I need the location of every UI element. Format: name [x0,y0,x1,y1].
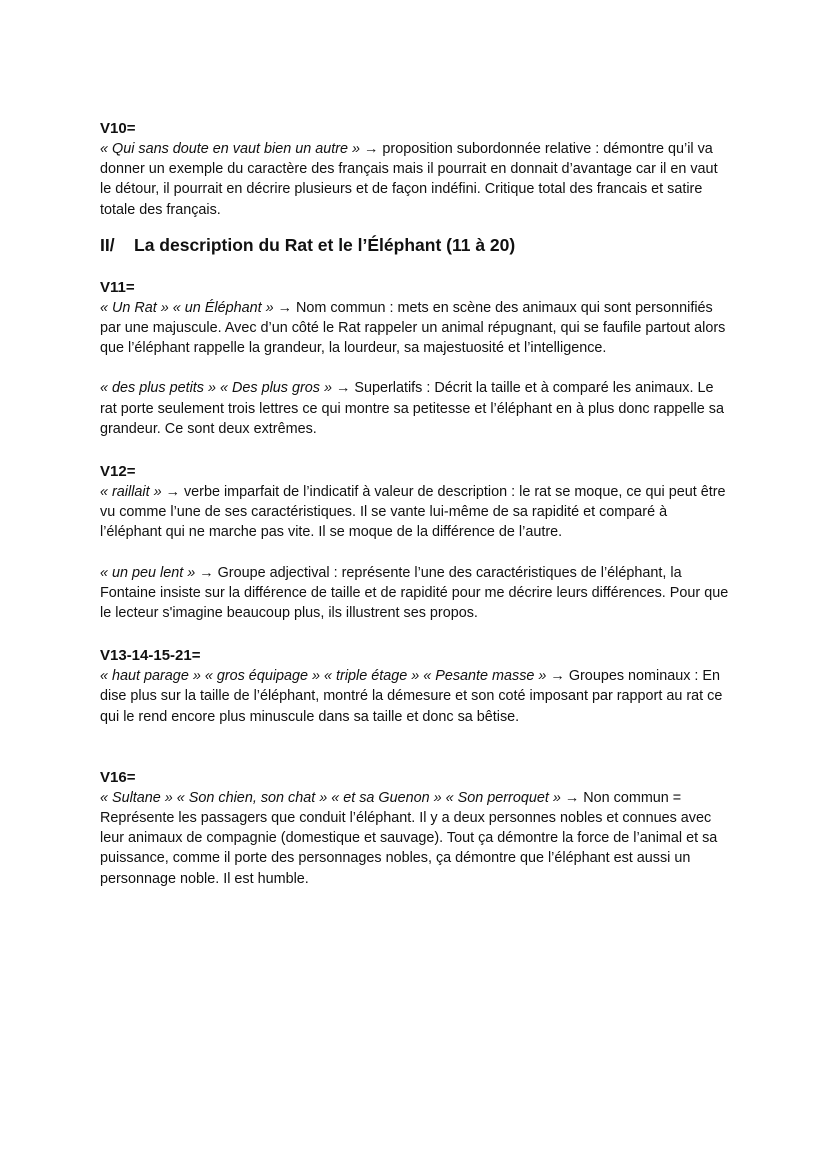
quote-v12-2: « un peu lent » [100,564,196,581]
paragraph-v11-2 [100,378,730,439]
analysis-v12-2: → Groupe adjectival : représente l’une des caractéristiques de l’éléphant, la Fontaine insiste sur la différence de taille et de rapidité pour me décrire leurs différences. Pour que le lecteur s'imagine beaucoup plus, ils illustrent ses propos. [100,564,729,622]
verse-heading-v12: V12= [100,463,136,481]
verse-heading-v13: V13-14-15-21= [100,647,201,665]
paragraph-v12-2 [100,563,730,624]
quote-v12-1: « raillait » [100,484,162,501]
analysis-v10: → proposition subordonnée relative : démontre qu’il va donner un exemple du caractère des français mais il pourrait en donnait d’avantage car il en vaut le détour, il pourrait en décrire plusieurs et de façon indéfini. Critique total des francais et satire totale des français. [100,141,718,218]
quote-v13: « haut parage » « gros équipage » « triple étage » « Pesante masse » [100,668,547,685]
verse-heading-v10: V10= [100,120,136,137]
quote-v11-1: « Un Rat » « un Éléphant » [100,299,274,316]
quote-v10: « Qui sans doute en vaut bien un autre » [100,141,361,157]
section-number: II/ [100,234,115,255]
paragraph-v12-1 [100,482,730,543]
verse-heading-v16: V16= [100,768,136,786]
section-title-text: La description du Rat et le l’Éléphant (11 à 20) [134,234,516,255]
paragraph-v10 [100,139,730,220]
analysis-v16: → Non commun = Représente les passagers que conduit l’éléphant. Il y a deux personnes nobles et connues avec leur animaux de compagnie (domestique et sauvage). Tout ça démontre la force de l’animal et sa puissance, comme il porte des personnages nobles, ça démontre que l’éléphant est aussi un personnage noble. Il est humble. [100,789,718,887]
analysis-v12-1: → verbe imparfait de l’indicatif à valeur de description : le rat se moque, ce qui peut être vu comme l’une de ses caractéristiques. Il se vante lui-même de sa rapidité et comparé à l’éléphant qui ne marche pas vite. Il se moque de la différence de l’autre. [100,484,726,541]
quote-v16: « Sultane » « Son chien, son chat » « et sa Guenon » « Son perroquet » [100,789,561,806]
paragraph-v13 [100,666,730,727]
analysis-v13: → Groupes nominaux : En dise plus sur la taille de l’éléphant, montré la démesure et son coté imposant par rapport au rat ce qui le rend encore plus minuscule dans sa taille et donc sa bêtise. [100,668,723,725]
section-title [100,233,730,257]
analysis-v11-1: → Nom commun : mets en scène des animaux qui sont personnifiés par une majuscule. Avec d’un côté le Rat rappeler un animal répugnant, qui se faufile partout alors que l’éléphant rappelle la grandeur, la lourdeur, sa majestuosité et l’intelligence. [100,299,726,357]
quote-v11-2: « des plus petits » « Des plus gros » [100,380,332,397]
verse-heading-v11: V11= [100,278,135,296]
paragraph-v11-1 [100,298,730,359]
document-page [100,118,730,889]
analysis-v11-2: → Superlatifs : Décrit la taille et à comparé les animaux. Le rat porte seulement trois lettres ce qui montre sa petitesse et l’éléphant en à plus donc rappelle sa grandeur. Ce sont deux extrêmes. [100,380,724,437]
paragraph-v16 [100,788,730,889]
